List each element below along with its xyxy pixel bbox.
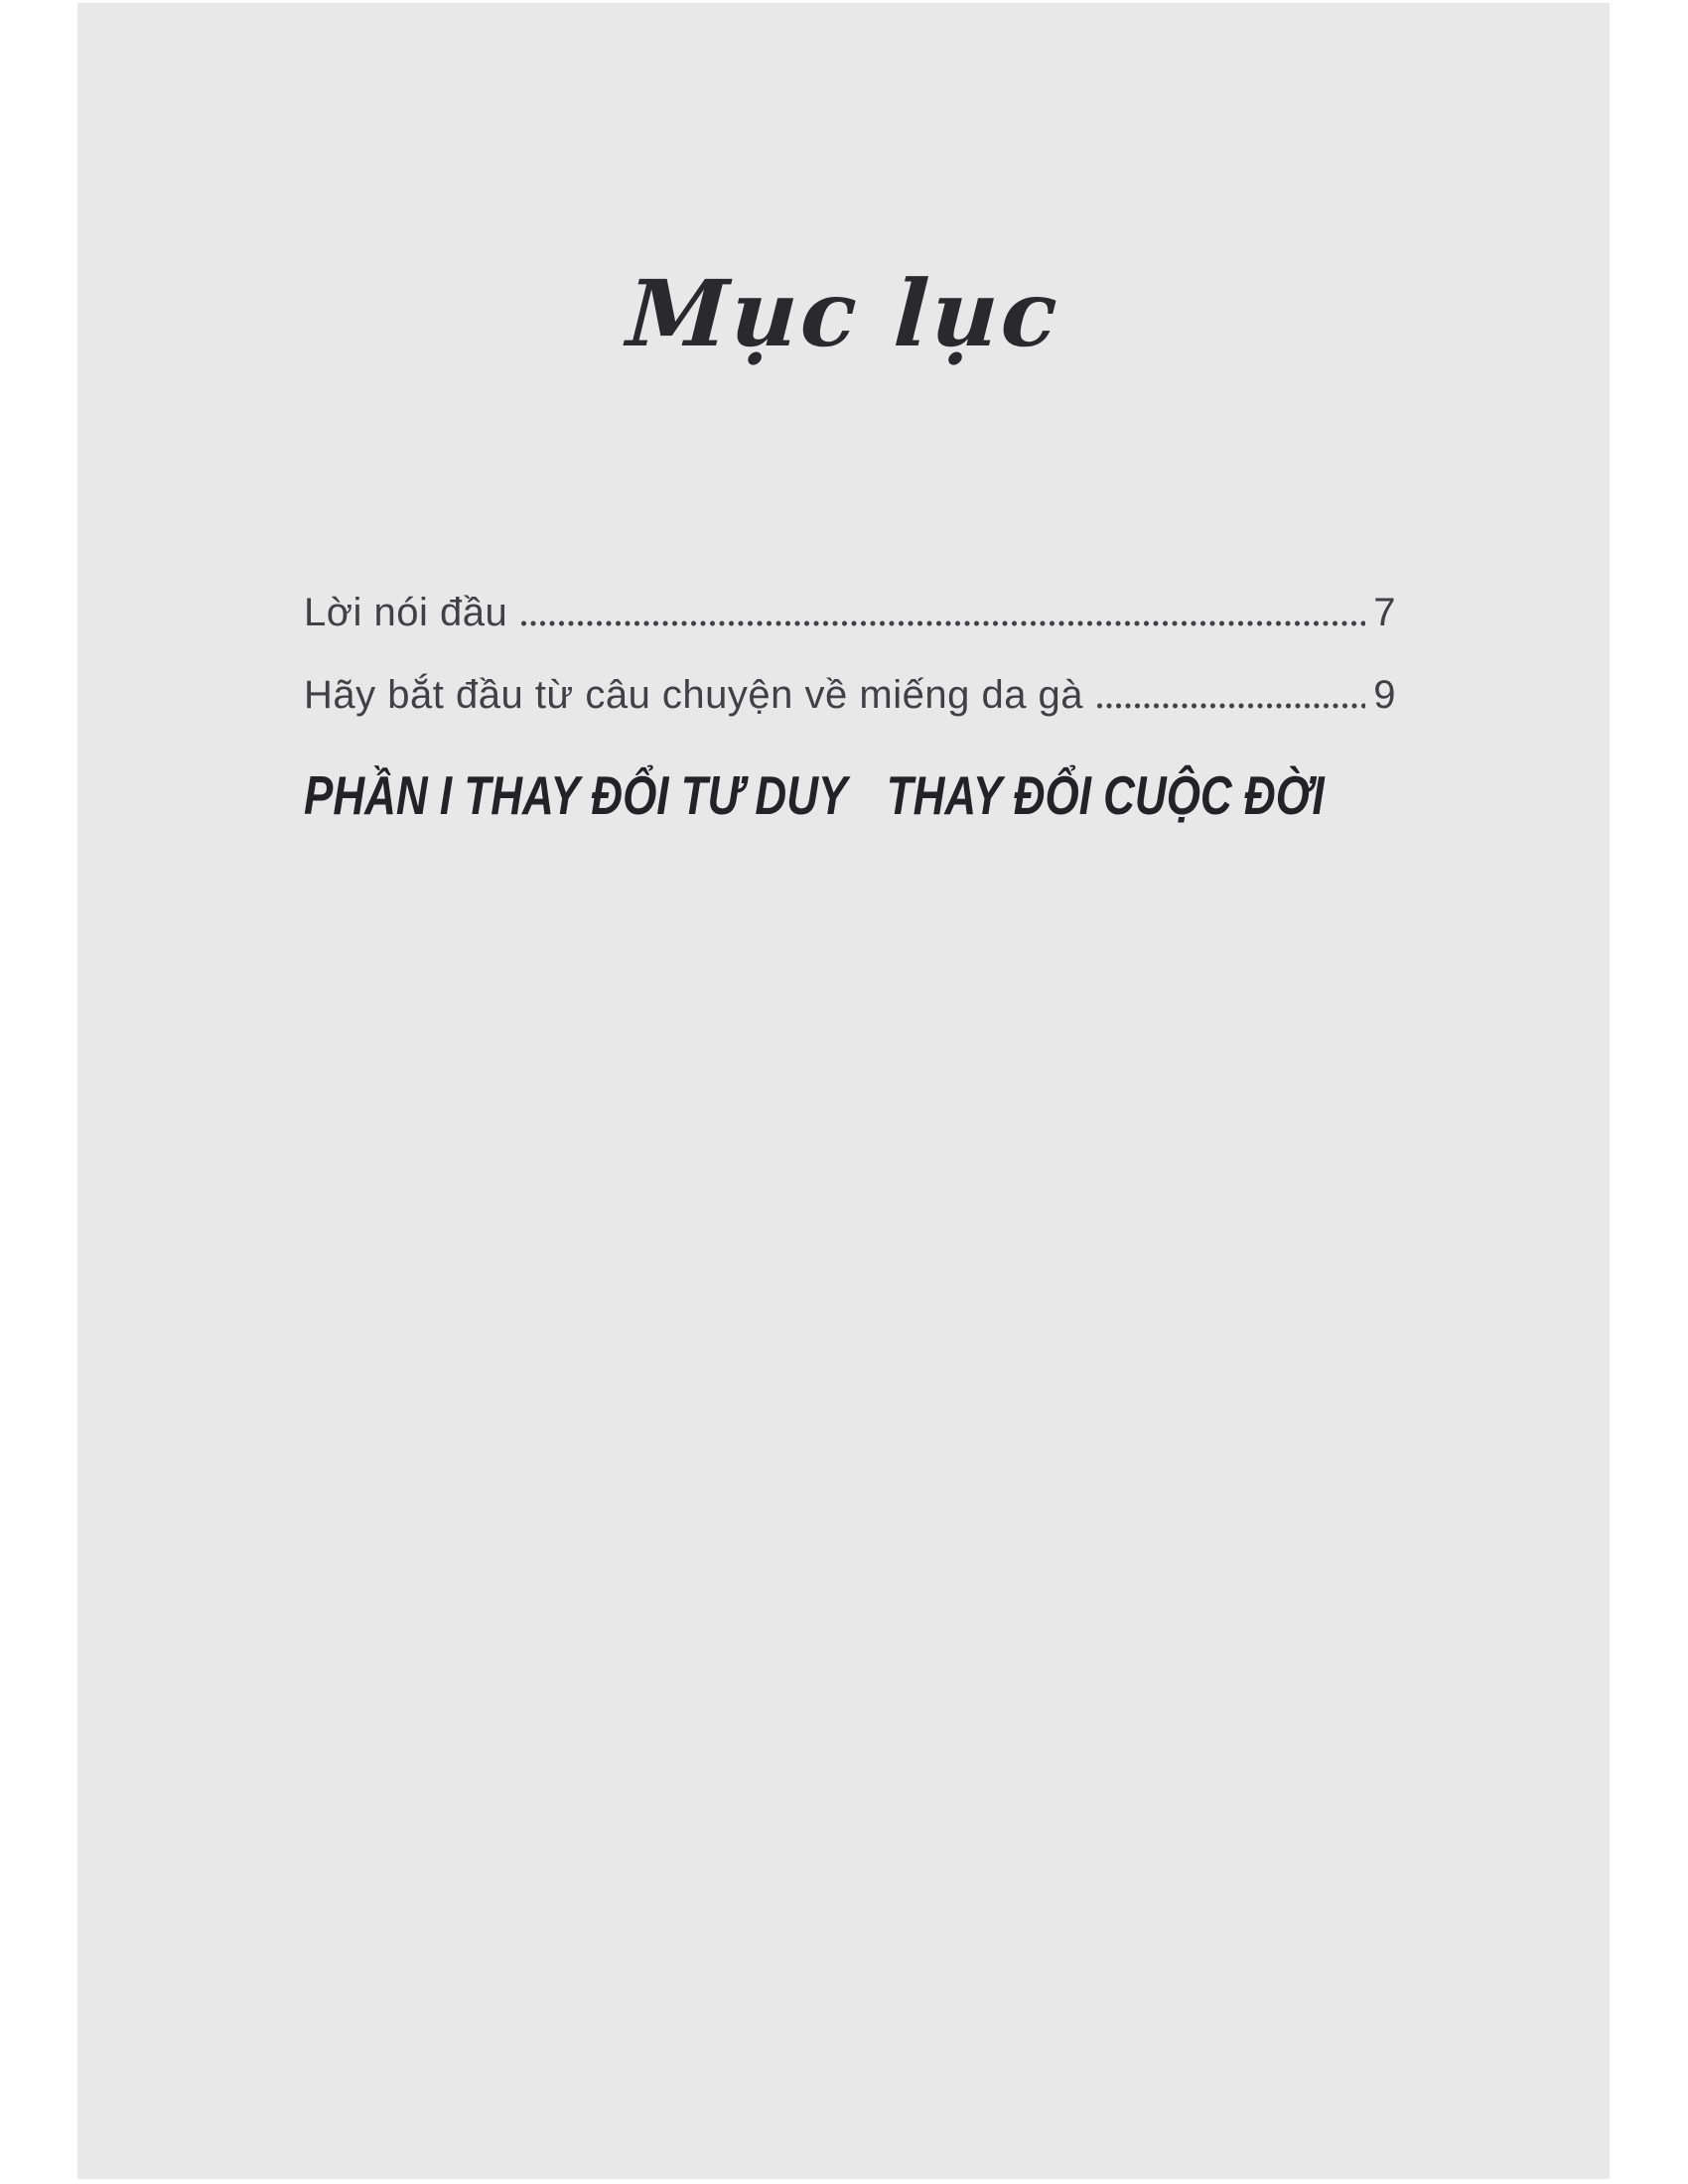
book-page <box>77 3 1610 2179</box>
section-heading-part-1: PHẦN I THAY ĐỔI TƯ DUY <box>304 764 848 826</box>
toc-entry-label: Lời nói đầu <box>304 591 508 634</box>
toc-entry-label: Hãy bắt đầu từ câu chuyện về miếng da gà <box>304 673 1084 717</box>
dot-leader <box>519 617 1365 629</box>
page-title: Mục lục <box>624 260 1063 367</box>
toc-entry-page-number: 9 <box>1373 673 1396 717</box>
toc-entry-page-number: 7 <box>1373 591 1396 634</box>
toc-entry <box>304 589 1396 636</box>
toc-entry <box>304 671 1396 719</box>
front-entries <box>304 589 1396 719</box>
dot-leader <box>1095 700 1365 712</box>
table-of-contents <box>304 589 1396 887</box>
section-heading-part-2: THAY ĐỔI CUỘC ĐỜI <box>886 764 1325 826</box>
section-heading <box>304 764 1325 826</box>
